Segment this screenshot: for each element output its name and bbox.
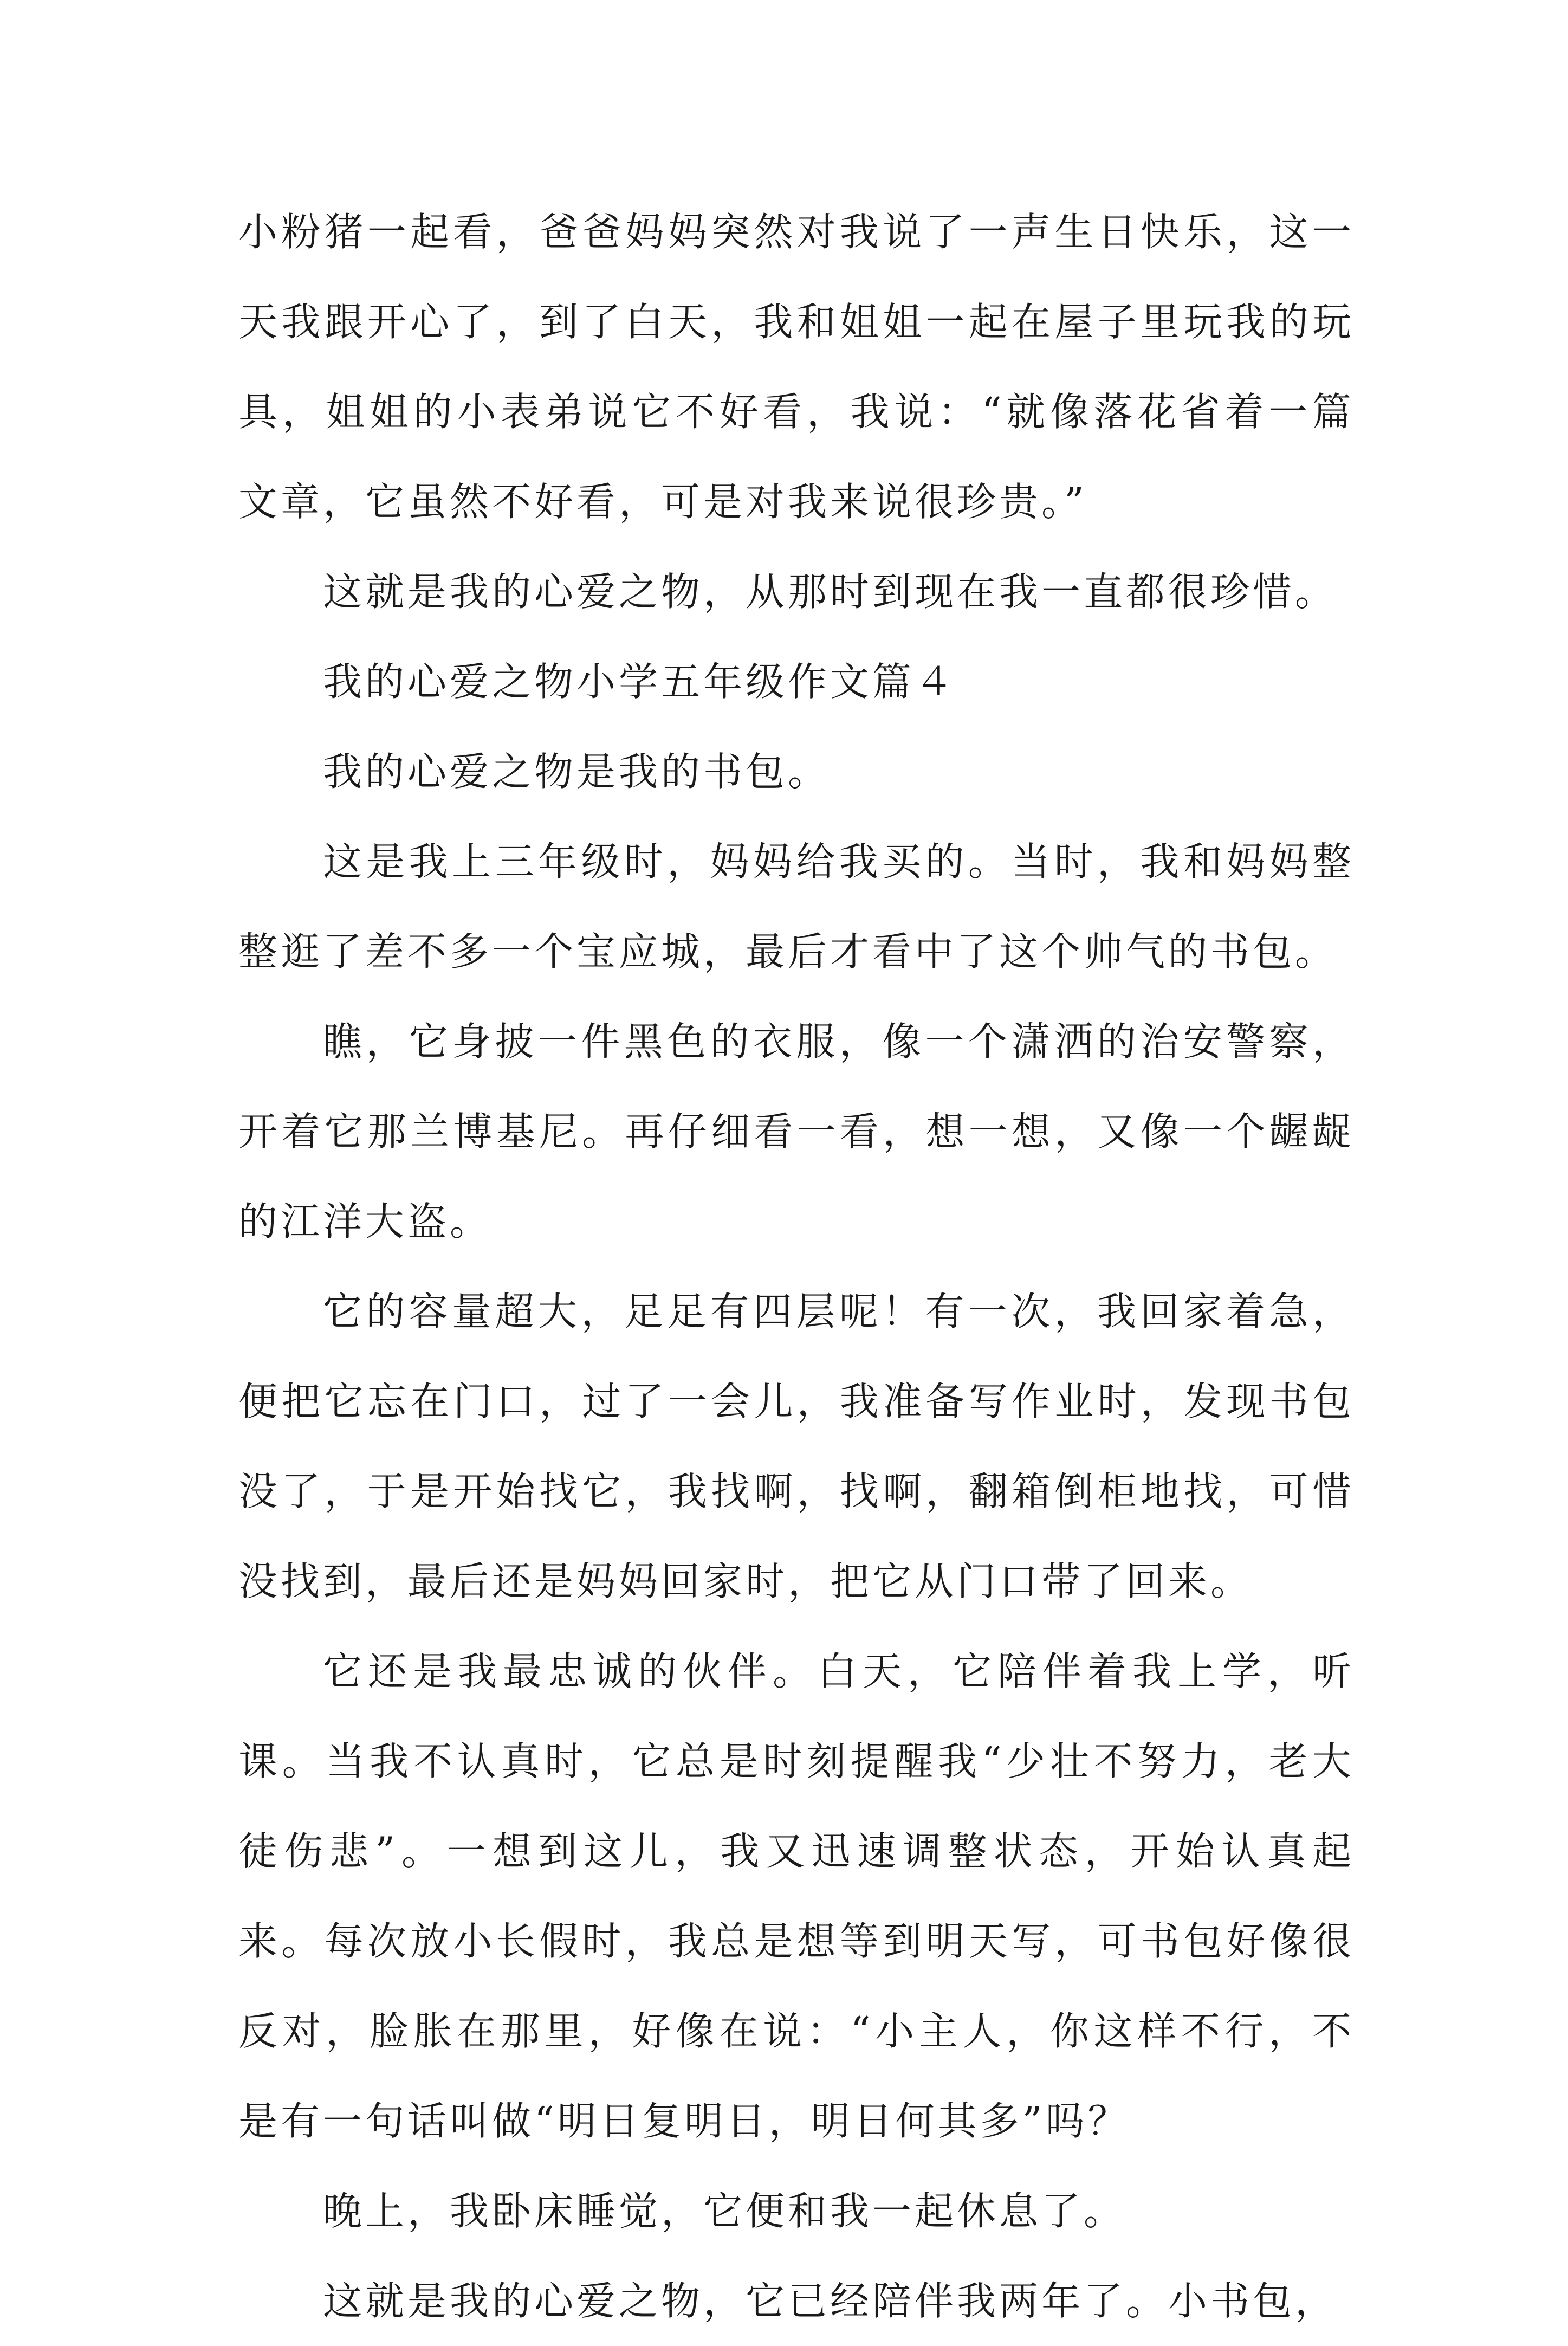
paragraph: 晚上，我卧床睡觉，它便和我一起休息了。 [323,2188,1126,2234]
paragraph: 瞧，它身披一件黑色的衣服，像一个潇洒的治安警察，开着它那兰博基尼。再仔细看一看，想一想，又像一个龌龊的江洋大盗。 [238,1019,1355,1244]
paragraph: 这就是我的心爱之物，从那时到现在我一直都很珍惜。 [323,569,1338,615]
paragraph: 这就是我的心爱之物，它已经陪伴我两年了。小书包， [323,2278,1338,2324]
paragraph: 我的心爱之物是我的书包。 [323,749,831,794]
paragraph: 它的容量超大，足足有四层呢！有一次，我回家着急，便把它忘在门口，过了一会儿，我准备写作业时，发现书包没了，于是开始找它，我找啊，找啊，翻箱倒柜地找，可惜没找到，最后还是妈妈回家时，把它从门口带了回来。 [238,1289,1355,1604]
paragraph: 这是我上三年级时，妈妈给我买的。当时，我和妈妈整整逛了差不多一个宝应城，最后才看中了这个帅气的书包。 [238,839,1355,974]
body-text [238,187,1355,2346]
paragraph-continuation: 小粉猪一起看，爸爸妈妈突然对我说了一声生日快乐，这一天我跟开心了，到了白天，我和姐姐一起在屋子里玩我的玩具，姐姐的小表弟说它不好看，我说：“就像落花省着一篇文章，它虽然不好看，可是对我来说很珍贵。” [238,209,1355,525]
section-heading: 我的心爱之物小学五年级作文篇４ [323,659,957,705]
paragraph: 它还是我最忠诚的伙伴。白天，它陪伴着我上学，听课。当我不认真时，它总是时刻提醒我“少壮不努力，老大徒伤悲”。一想到这儿，我又迅速调整状态，开始认真起来。每次放小长假时，我总是想等到明天写，可书包好像很反对，脸胀在那里，好像在说：“小主人，你这样不行，不是有一句话叫做“明日复明日，明日何其多”吗？ [238,1649,1355,2144]
